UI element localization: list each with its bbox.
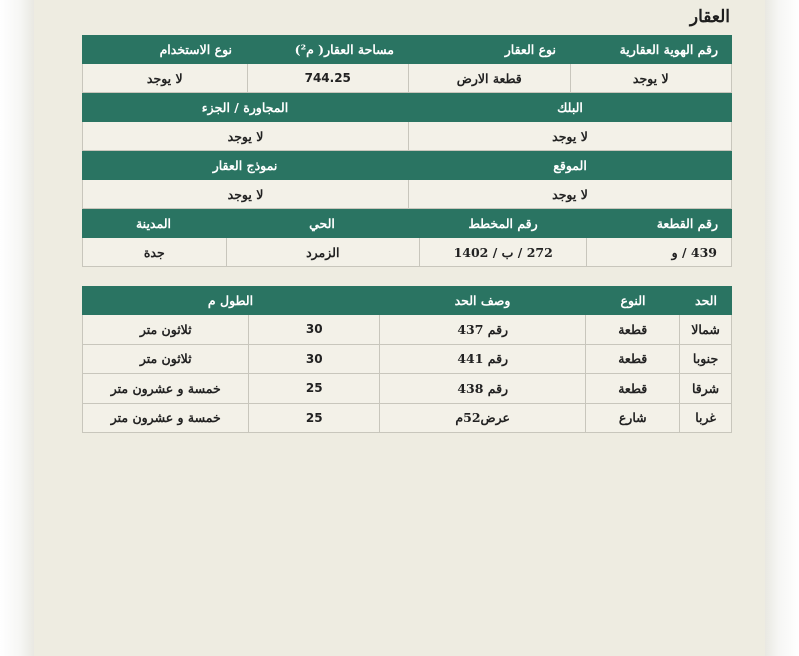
boundary-description: رقم 441: [379, 345, 585, 375]
scan-edge-left: [0, 0, 34, 656]
boundary-length: 25: [248, 374, 379, 404]
table-header-row: [82, 35, 732, 64]
header-boundary-type: النوع: [586, 286, 680, 315]
boundary-direction: جنوبا: [679, 345, 731, 375]
boundary-length: 30: [248, 345, 379, 375]
table-header-row: [82, 151, 732, 180]
value-property-model: لا يوجد: [83, 180, 408, 209]
header-usage-type: نوع الاستخدام: [82, 35, 246, 64]
header-property-model: نموذج العقار: [82, 151, 408, 180]
table-header-row: [82, 286, 732, 315]
value-location: لا يوجد: [408, 180, 731, 209]
header-plan-number: رقم المخطط: [419, 209, 587, 238]
header-plot-number: رقم القطعة: [587, 209, 732, 238]
value-plan-number: 272 / ب / 1402: [419, 238, 586, 267]
boundary-description: رقم 437: [379, 315, 585, 345]
table-header-row: [82, 209, 732, 238]
header-boundary-length: الطول م: [82, 286, 379, 315]
header-property-type: نوع العقار: [408, 35, 570, 64]
boundary-description: رقم 438: [379, 374, 585, 404]
boundary-type: قطعة: [585, 374, 679, 404]
boundaries-table: [82, 286, 732, 433]
header-neighborhood-part: المجاورة / الجزء: [82, 93, 408, 122]
boundary-direction: شمالا: [679, 315, 731, 345]
value-property-area: 744.25: [247, 64, 409, 93]
header-location: الموقع: [408, 151, 732, 180]
boundary-type: قطعة: [585, 345, 679, 375]
table-row: [82, 315, 732, 345]
table-row: [82, 374, 732, 404]
header-property-area: مساحة العقار( م²): [246, 35, 408, 64]
boundary-length-words: ثلاثون متر: [83, 315, 248, 345]
table-row: [82, 180, 732, 209]
table-row: [82, 122, 732, 151]
value-neighborhood-part: لا يوجد: [83, 122, 408, 151]
document-page: [34, 0, 765, 656]
boundary-direction: شرقا: [679, 374, 731, 404]
boundary-direction: غربا: [679, 404, 731, 434]
table-row: [82, 404, 732, 434]
table-header-row: [82, 93, 732, 122]
header-boundary-direction: الحد: [680, 286, 732, 315]
value-property-type: قطعة الارض: [408, 64, 570, 93]
table-row: [82, 64, 732, 93]
scan-edge-right: [765, 0, 799, 656]
property-info-table: [82, 35, 732, 267]
boundary-type: شارع: [585, 404, 679, 434]
boundary-length: 30: [248, 315, 379, 345]
boundary-length-words: ثلاثون متر: [83, 345, 248, 375]
value-property-id: لا يوجد: [570, 64, 732, 93]
table-row: [82, 238, 732, 267]
value-block: لا يوجد: [408, 122, 731, 151]
boundary-length: 25: [248, 404, 379, 434]
header-property-id: رقم الهوية العقارية: [570, 35, 732, 64]
value-district: الزمرد: [226, 238, 419, 267]
header-district: الحي: [225, 209, 419, 238]
value-city: جدة: [83, 238, 226, 267]
header-block: البلك: [408, 93, 732, 122]
value-plot-number: 439 / و: [586, 238, 731, 267]
boundary-type: قطعة: [585, 315, 679, 345]
header-boundary-description: وصف الحد: [379, 286, 586, 315]
table-row: [82, 345, 732, 375]
boundary-length-words: خمسة و عشرون متر: [83, 374, 248, 404]
boundary-description: عرض52م: [379, 404, 585, 434]
header-city: المدينة: [82, 209, 225, 238]
page-title: العقار: [689, 7, 730, 27]
boundary-length-words: خمسة و عشرون متر: [83, 404, 248, 434]
value-usage-type: لا يوجد: [83, 64, 246, 93]
